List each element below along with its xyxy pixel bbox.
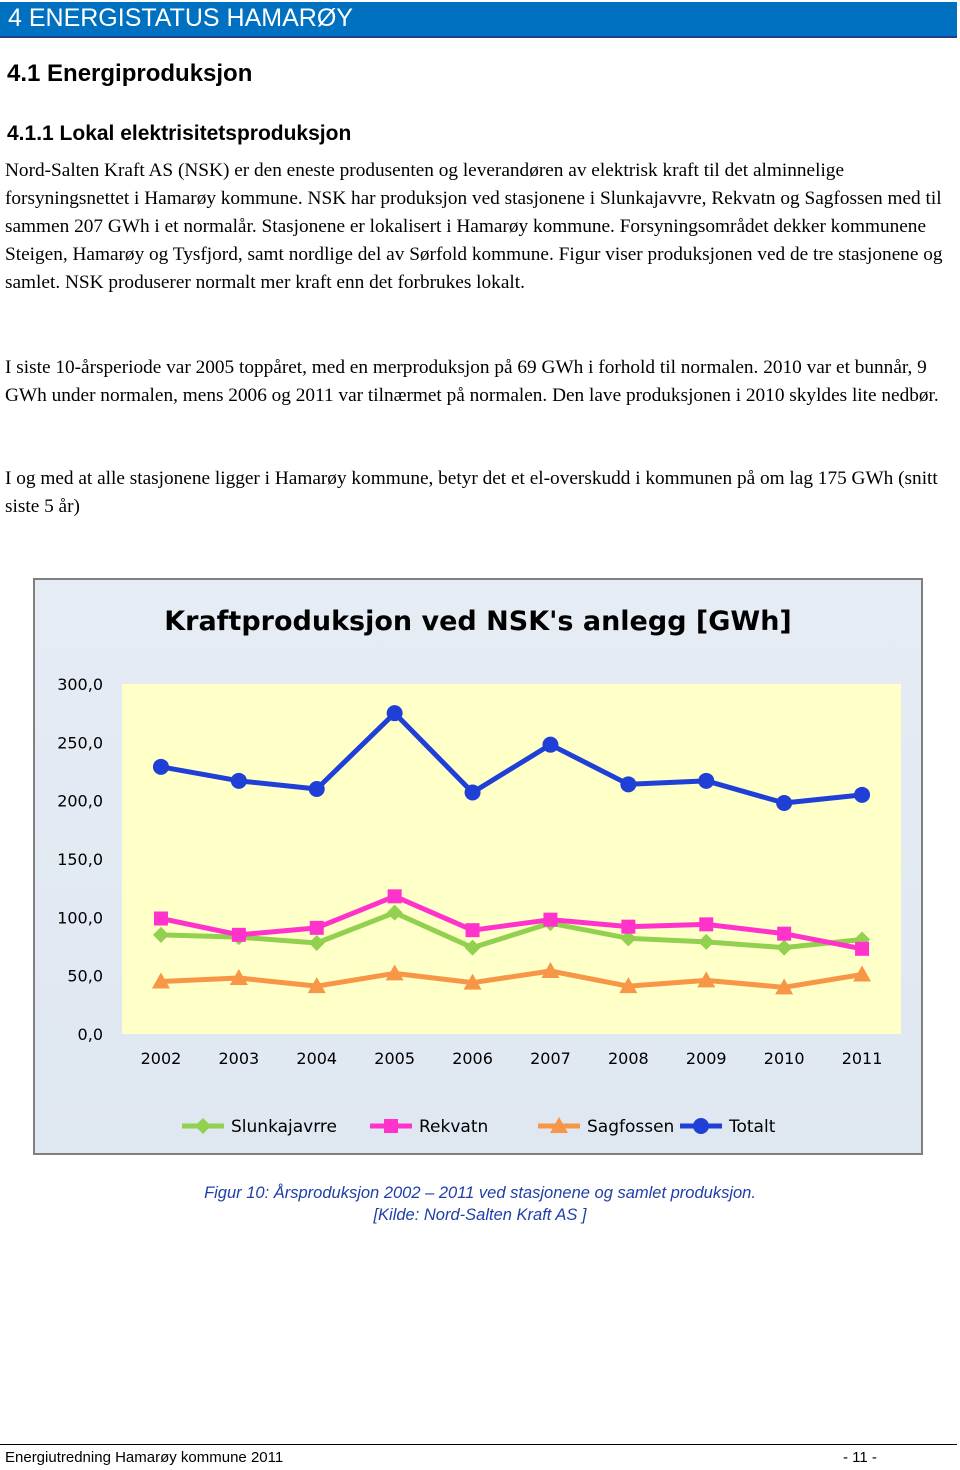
y-tick-label: 150,0: [57, 850, 103, 869]
data-point-rekvatn: [310, 921, 324, 935]
chart-figure: [33, 578, 923, 1155]
data-point-rekvatn: [232, 928, 246, 942]
y-tick-label: 250,0: [57, 733, 103, 753]
data-point-totalt: [620, 776, 636, 792]
figure-caption: Figur 10: Årsproduksjon 2002 – 2011 ved stasjonene og samlet produksjon.: [204, 1184, 756, 1202]
data-point-totalt: [153, 759, 169, 775]
subsection-heading: 4.1.1 Lokal elektrisitetsproduksjon: [7, 122, 352, 145]
legend-marker-rekvatn: [384, 1119, 398, 1133]
section-heading: 4.1 Energiproduksjon: [7, 60, 253, 87]
data-point-totalt: [465, 785, 481, 801]
legend-label-rekvatn: Rekvatn: [419, 1117, 489, 1137]
data-point-totalt: [698, 773, 714, 789]
x-tick-label: 2011: [841, 1049, 883, 1068]
data-point-rekvatn: [621, 920, 635, 934]
x-tick-label: 2007: [530, 1049, 571, 1068]
footer-divider: [0, 1444, 957, 1445]
paragraph-surplus: I og med at alle stasjonene ligger i Hamarøy kommune, betyr det et el-overskudd i kommunen på om lag 175 GWh (snitt siste 5 år): [5, 468, 938, 517]
data-point-totalt: [387, 705, 403, 721]
paragraph-production-intro: Nord-Salten Kraft AS (NSK) er den eneste produsenten og leverandøren av elektrisk kraft til det alminnelige forsyningsnettet i Hamarøy kommune. NSK har produksjon ved stasjonene i Slunkajavvre, Rekvatn og Sagfossen med til sammen 207 GWh i et normalår. Stasjonene er lokalisert i Hamarøy kommune. Forsyningsområdet dekker kommunene Steigen, Hamarøy og Tysfjord, samt nordlige del av Sørfold kommune. Figur viser produksjonen ved de tre stasjonene og samlet. NSK produserer normalt mer kraft enn det forbrukes lokalt.: [5, 160, 943, 293]
footer-document-title: Energiutredning Hamarøy kommune 2011: [5, 1449, 284, 1466]
paragraph-ten-year-period: I siste 10-årsperiode var 2005 toppåret, med en merproduksjon på 69 GWh i forhold til normalen. 2010 var et bunnår, 9 GWh under normalen, mens 2006 og 2011 var tilnærmet på normalen. Den lave produksjonen i 2010 skyldes lite nedbør.: [5, 357, 939, 406]
data-point-rekvatn: [699, 917, 713, 931]
data-point-rekvatn: [466, 923, 480, 937]
x-tick-label: 2004: [296, 1049, 338, 1068]
data-point-totalt: [854, 787, 870, 803]
legend-marker-slunkajavrre: [195, 1118, 211, 1134]
x-tick-label: 2006: [452, 1049, 493, 1068]
data-point-totalt: [776, 795, 792, 811]
chapter-heading-bar: [0, 2, 957, 38]
data-point-rekvatn: [543, 913, 557, 927]
data-point-rekvatn: [154, 912, 168, 926]
legend-label-sagfossen: Sagfossen: [587, 1117, 675, 1137]
x-tick-label: 2005: [374, 1049, 416, 1068]
x-tick-label: 2002: [140, 1049, 182, 1068]
x-tick-label: 2003: [218, 1049, 260, 1068]
y-tick-label: 100,0: [57, 908, 103, 928]
line-chart: [35, 580, 921, 1153]
data-point-totalt: [231, 773, 247, 789]
legend-label-slunkajavrre: Slunkajavrre: [231, 1117, 337, 1137]
y-tick-label: 0,0: [77, 1025, 103, 1044]
chapter-heading: 4 ENERGISTATUS HAMARØY: [8, 4, 353, 32]
data-point-rekvatn: [777, 927, 791, 941]
data-point-totalt: [542, 737, 558, 753]
footer-page-number: - 11 -: [843, 1449, 877, 1466]
figure-source: [Kilde: Nord-Salten Kraft AS ]: [373, 1206, 587, 1224]
x-tick-label: 2008: [607, 1049, 649, 1068]
data-point-rekvatn: [388, 889, 402, 903]
data-point-rekvatn: [855, 942, 869, 956]
y-tick-label: 50,0: [67, 966, 103, 986]
y-tick-label: 300,0: [57, 675, 103, 694]
x-tick-label: 2010: [763, 1049, 805, 1068]
legend-marker-totalt: [693, 1118, 709, 1134]
y-tick-label: 200,0: [57, 791, 103, 811]
legend-label-totalt: Totalt: [729, 1117, 776, 1137]
chart-title: Kraftproduksjon ved NSK's anlegg [GWh]: [164, 606, 792, 637]
x-tick-label: 2009: [685, 1049, 727, 1068]
data-point-totalt: [309, 781, 325, 797]
